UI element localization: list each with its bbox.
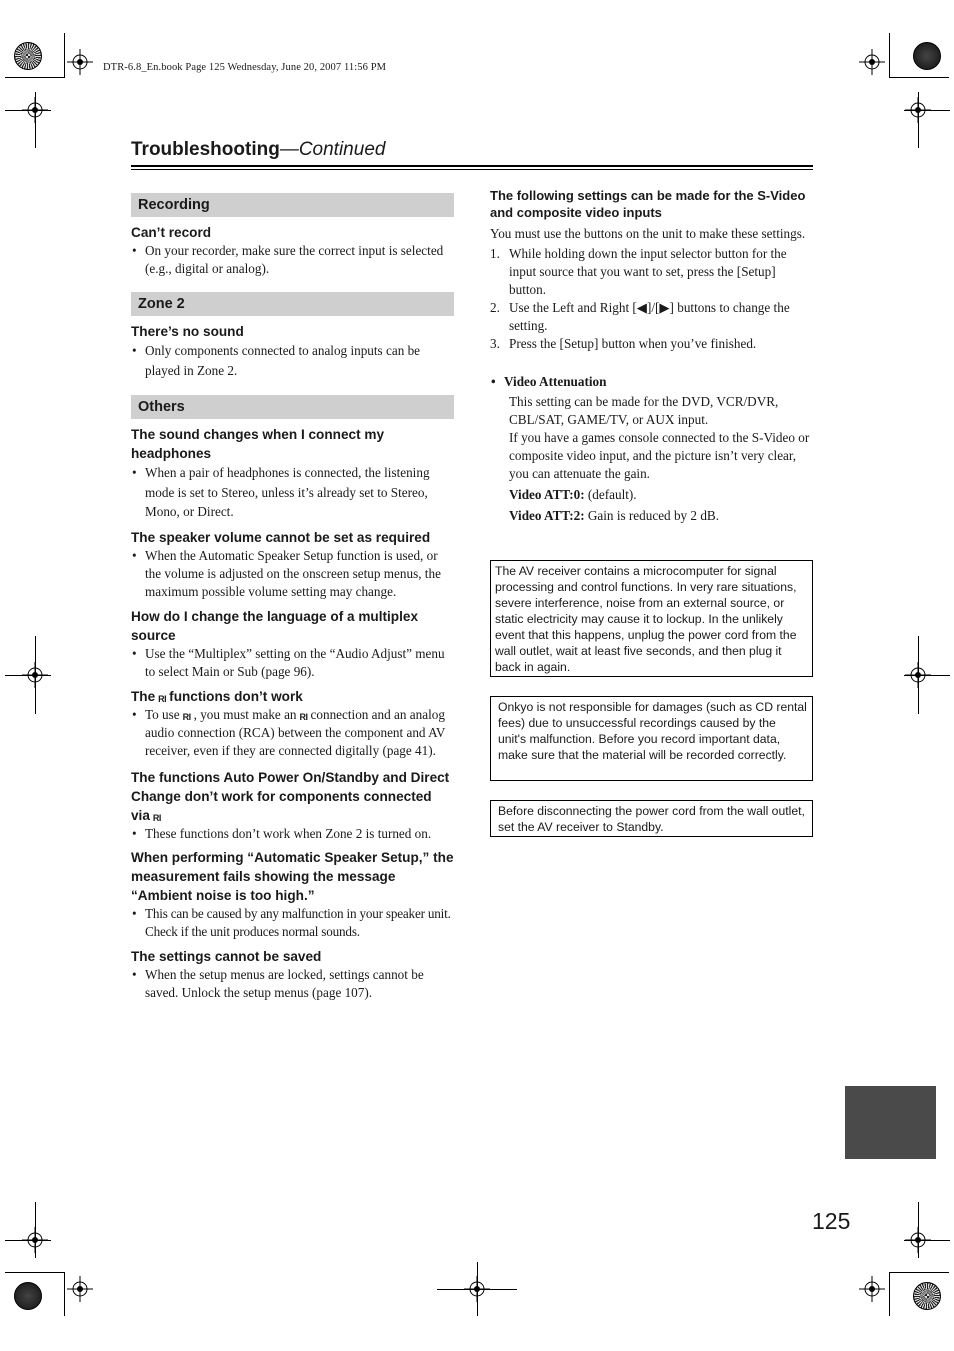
question: Can’t record (131, 225, 212, 240)
video-attenuation-title-text: Video Attenuation (504, 374, 607, 389)
page-title-continued: —Continued (279, 139, 386, 160)
question: There’s no sound (131, 324, 244, 339)
ri-logo-icon: RI (299, 711, 308, 722)
question: The settings cannot be saved (131, 948, 322, 964)
answer-bullet: • This can be caused by any malfunction in your speaker unit. Check if the unit produces normal sounds. (131, 905, 454, 941)
question-text: The (131, 688, 156, 704)
video-attenuation-body (490, 393, 814, 525)
title-rule (131, 169, 813, 170)
ri-logo-icon: RI (182, 711, 191, 722)
step-number: 2. (490, 300, 500, 315)
registration-rosette-icon (913, 1282, 941, 1310)
question: How do I change the language of a multiplex source (131, 608, 419, 643)
question-text: functions don’t work (169, 688, 303, 704)
question: The sound changes when I connect my headphones (131, 427, 385, 461)
answer-bullet: • These functions don’t work when Zone 2 is turned on. (131, 825, 454, 843)
notice-box-microcomputer: The AV receiver contains a microcomputer for signal processing and control functions. In very rare situations, severe interference, noise from an external source, or static electricity may cause it to lockup. In the unlikely event that this happens, unplug the power cord from the wall outlet, wait at least five seconds, and then plug it back in again. (490, 560, 813, 677)
chapter-tab (845, 1086, 936, 1159)
step-item (490, 299, 814, 335)
answer-bullet: • When the Automatic Speaker Setup function is used, or the volume is adjusted on the onscreen setup menus, the maximum possible volume setting may change. (131, 547, 454, 601)
step-item (490, 245, 814, 299)
right-column (490, 187, 814, 525)
answer-bullet: • Use the “Multiplex” setting on the “Audio Adjust” menu to select Main or Sub (page 96). (131, 645, 454, 681)
crosshair-icon (67, 1276, 93, 1302)
ri-logo-icon: RI (158, 693, 167, 704)
title-rule (131, 165, 813, 167)
va-option-label: Video ATT:2: (509, 508, 585, 523)
answer-bullet: • When the setup menus are locked, settings cannot be saved. Unlock the setup menus (page 107). (131, 966, 454, 1002)
section-heading-recording: Recording (131, 193, 454, 217)
crosshair-icon (859, 1276, 885, 1302)
registration-rosette-icon (913, 42, 941, 70)
steps-list (490, 245, 814, 353)
va-option-text: (default). (584, 487, 637, 502)
crosshair-icon (859, 49, 885, 75)
va-option (509, 507, 814, 525)
question: The speaker volume cannot be set as required (131, 529, 431, 545)
step-number: 3. (490, 336, 500, 351)
crosshair-icon (67, 49, 93, 75)
step-number: 1. (490, 246, 500, 261)
settings-heading: The following settings can be made for the S-Video and composite video inputs (490, 188, 806, 220)
video-attenuation-title (490, 373, 814, 391)
answer-bullet: • On your recorder, make sure the correct input is selected (e.g., digital or analog). (131, 242, 454, 278)
answer-text: To use (145, 706, 180, 722)
answer-text: connection and an analog audio connection (RCA) between the component and AV receiver, even if they are connected digitally (page 41). (145, 706, 446, 758)
section-heading-others: Others (131, 395, 454, 419)
registration-rosette-icon (14, 42, 42, 70)
question-text: The functions Auto Power On/Standby and Direct Change don’t work for components connected via (131, 769, 450, 823)
section-heading-zone2: Zone 2 (131, 292, 454, 316)
settings-intro: You must use the buttons on the unit to make these settings. (490, 226, 806, 241)
answer-bullet: • When a pair of headphones is connected, the listening mode is set to Stereo, unless it’s already set to Stereo, Mono, or Direct. (131, 463, 454, 522)
page-number: 125 (812, 1208, 851, 1234)
step-text: Use the Left and Right [◀]/[▶] buttons to change the setting. (509, 300, 790, 333)
va-option (509, 486, 814, 504)
page-title-text: Troubleshooting (131, 139, 280, 160)
registration-rosette-icon (14, 1282, 42, 1310)
file-stamp: DTR-6.8_En.book Page 125 Wednesday, June 20, 2007 11:56 PM (103, 62, 387, 73)
step-text: Press the [Setup] button when you’ve finished. (509, 336, 757, 351)
va-option-label: Video ATT:0: (509, 487, 585, 502)
step-item (490, 335, 814, 353)
va-paragraph: If you have a games console connected to the S-Video or composite video input, and the picture isn’t very clear, you can attenuate the gain. (509, 430, 810, 481)
notice-box-standby: Before disconnecting the power cord from the wall outlet, set the AV receiver to Standby. (490, 800, 813, 837)
answer-text: , you must make an (193, 706, 297, 722)
answer-bullet: • Only components connected to analog inputs can be played in Zone 2. (131, 341, 454, 381)
va-paragraph: This setting can be made for the DVD, VCR/DVR, CBL/SAT, GAME/TV, or AUX input. (509, 394, 779, 427)
notice-box-liability: Onkyo is not responsible for damages (such as CD rental fees) due to unsuccessful recordings caused by the unit's malfunction. Before you record important data, make sure that the material will be recorded correctly. (490, 696, 813, 781)
question: When performing “Automatic Speaker Setup,” the measurement fails showing the message “Ambient noise is too high.” (131, 849, 454, 903)
question (131, 687, 454, 706)
answer-bullet (131, 706, 454, 760)
step-text: While holding down the input selector button for the input source that you want to set, press the [Setup] button. (509, 246, 787, 297)
question (131, 768, 454, 825)
page-title (131, 139, 385, 161)
left-column (131, 193, 454, 1004)
ri-logo-icon: RI (152, 812, 161, 823)
va-option-text: Gain is reduced by 2 dB. (584, 508, 720, 523)
